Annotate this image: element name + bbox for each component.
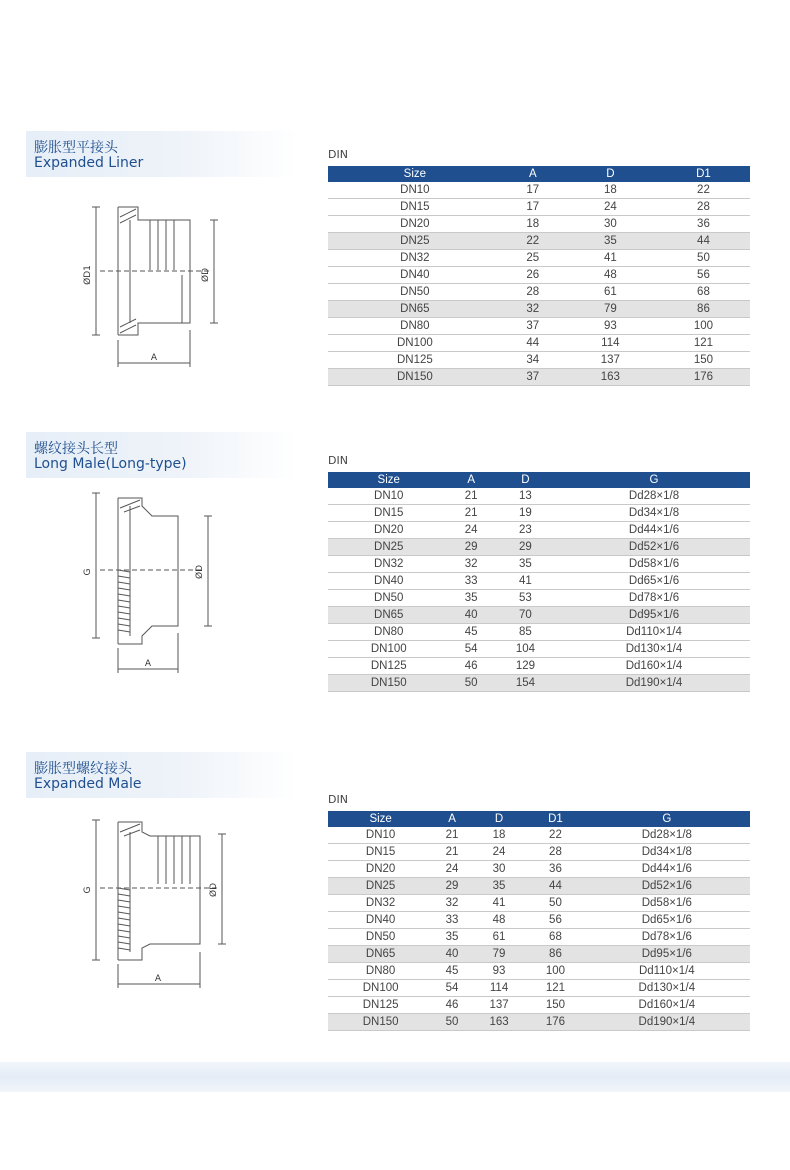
table-cell: 32 — [449, 556, 492, 573]
table-cell: DN20 — [328, 522, 449, 539]
table-cell: 22 — [502, 233, 564, 250]
table-row — [328, 335, 750, 352]
column-header: Size — [328, 472, 449, 488]
table-cell: Dd34×1/8 — [584, 844, 750, 861]
table-cell: 46 — [449, 658, 492, 675]
table-cell: 176 — [657, 369, 750, 386]
table-cell: 93 — [471, 963, 527, 980]
table-cell: DN100 — [328, 335, 502, 352]
table-cell: 24 — [471, 844, 527, 861]
table-cell: DN25 — [328, 878, 433, 895]
table-cell: 28 — [502, 284, 564, 301]
spec-table — [328, 472, 750, 692]
table-cell: 54 — [433, 980, 471, 997]
table-cell: DN20 — [328, 216, 502, 233]
table-cell: Dd52×1/6 — [558, 539, 750, 556]
table-cell: 100 — [657, 318, 750, 335]
table-row — [328, 505, 750, 522]
table-cell: 30 — [564, 216, 657, 233]
table-cell: DN32 — [328, 250, 502, 267]
dim-label-right: ØD — [201, 267, 211, 283]
table-row — [328, 624, 750, 641]
table-cell: Dd65×1/6 — [584, 912, 750, 929]
table-cell: 18 — [502, 216, 564, 233]
table-cell: 61 — [471, 929, 527, 946]
table-cell: 163 — [564, 369, 657, 386]
table-cell: 29 — [449, 539, 492, 556]
table-row — [328, 216, 750, 233]
table-row — [328, 488, 750, 505]
table-cell: Dd130×1/4 — [584, 980, 750, 997]
table-cell: DN50 — [328, 929, 433, 946]
table-cell: 26 — [502, 267, 564, 284]
table-cell: Dd160×1/4 — [584, 997, 750, 1014]
table-cell: 68 — [657, 284, 750, 301]
long-male-drawing — [80, 488, 240, 678]
section-title-cn: 膨胀型平接头 — [34, 140, 118, 156]
standard-label: DIN — [328, 148, 348, 161]
table-row — [328, 827, 750, 844]
table-row — [328, 318, 750, 335]
table-cell: Dd58×1/6 — [558, 556, 750, 573]
table-cell: 44 — [657, 233, 750, 250]
table-cell: 54 — [449, 641, 492, 658]
table-cell: 33 — [433, 912, 471, 929]
column-header: A — [433, 811, 471, 827]
table-cell: 37 — [502, 369, 564, 386]
column-header: G — [584, 811, 750, 827]
table-cell: DN20 — [328, 861, 433, 878]
table-cell: 21 — [449, 505, 492, 522]
table-cell: DN40 — [328, 573, 449, 590]
table-cell: DN150 — [328, 675, 449, 692]
table-cell: DN80 — [328, 963, 433, 980]
table-cell: Dd95×1/6 — [558, 607, 750, 624]
table-cell: 86 — [657, 301, 750, 318]
table-cell: 68 — [527, 929, 583, 946]
section-title-en: Long Male(Long-type) — [34, 456, 187, 472]
table-cell: Dd34×1/8 — [558, 505, 750, 522]
table-cell: 85 — [493, 624, 558, 641]
table-cell: Dd110×1/4 — [584, 963, 750, 980]
table-cell: DN25 — [328, 539, 449, 556]
table-row — [328, 1014, 750, 1031]
table-cell: 33 — [449, 573, 492, 590]
table-cell: 24 — [433, 861, 471, 878]
table-row — [328, 607, 750, 624]
table-cell: 28 — [527, 844, 583, 861]
table-cell: DN80 — [328, 318, 502, 335]
table-cell: 44 — [527, 878, 583, 895]
table-cell: 56 — [527, 912, 583, 929]
table-row — [328, 182, 750, 199]
dim-label-left: G — [83, 886, 93, 894]
expanded-liner-drawing — [80, 195, 240, 370]
table-cell: 36 — [527, 861, 583, 878]
column-header: D1 — [527, 811, 583, 827]
table-row — [328, 284, 750, 301]
table-header-row — [328, 811, 750, 827]
table-cell: 100 — [527, 963, 583, 980]
column-header: A — [502, 166, 564, 182]
table-cell: DN125 — [328, 352, 502, 369]
table-row — [328, 556, 750, 573]
table-cell: 50 — [433, 1014, 471, 1031]
table-cell: 121 — [527, 980, 583, 997]
footer-band — [0, 1062, 790, 1092]
table-row — [328, 590, 750, 607]
table-row — [328, 980, 750, 997]
table-cell: DN125 — [328, 658, 449, 675]
table-cell: DN32 — [328, 556, 449, 573]
section-title-bar — [26, 752, 298, 798]
table-cell: 28 — [657, 199, 750, 216]
table-cell: 13 — [493, 488, 558, 505]
table-cell: 29 — [493, 539, 558, 556]
table-cell: 19 — [493, 505, 558, 522]
section-title-bar — [26, 432, 298, 478]
spec-table — [328, 166, 750, 386]
table-cell: DN65 — [328, 301, 502, 318]
table-cell: 21 — [433, 827, 471, 844]
table-cell: Dd190×1/4 — [558, 675, 750, 692]
table-cell: 35 — [564, 233, 657, 250]
table-cell: 104 — [493, 641, 558, 658]
table-row — [328, 997, 750, 1014]
table-cell: Dd28×1/8 — [558, 488, 750, 505]
table-row — [328, 844, 750, 861]
table-row — [328, 658, 750, 675]
table-row — [328, 199, 750, 216]
table-cell: 18 — [564, 182, 657, 199]
table-cell: Dd78×1/6 — [558, 590, 750, 607]
table-row — [328, 369, 750, 386]
table-cell: 34 — [502, 352, 564, 369]
table-cell: 24 — [564, 199, 657, 216]
table-cell: 163 — [471, 1014, 527, 1031]
table-cell: 41 — [471, 895, 527, 912]
table-cell: Dd52×1/6 — [584, 878, 750, 895]
table-cell: DN100 — [328, 641, 449, 658]
dim-label-bottom: A — [144, 659, 152, 669]
table-cell: 79 — [471, 946, 527, 963]
table-cell: DN25 — [328, 233, 502, 250]
table-cell: 45 — [449, 624, 492, 641]
table-cell: 154 — [493, 675, 558, 692]
table-row — [328, 301, 750, 318]
table-cell: DN125 — [328, 997, 433, 1014]
table-cell: 70 — [493, 607, 558, 624]
table-row — [328, 963, 750, 980]
table-cell: 45 — [433, 963, 471, 980]
table-cell: DN50 — [328, 590, 449, 607]
section-title-cn: 螺纹接头长型 — [34, 441, 118, 457]
table-cell: Dd160×1/4 — [558, 658, 750, 675]
column-header: Size — [328, 166, 502, 182]
table-cell: 137 — [471, 997, 527, 1014]
table-cell: Dd58×1/6 — [584, 895, 750, 912]
table-cell: DN40 — [328, 912, 433, 929]
table-cell: 79 — [564, 301, 657, 318]
table-cell: DN10 — [328, 488, 449, 505]
table-cell: 36 — [657, 216, 750, 233]
table-cell: DN150 — [328, 369, 502, 386]
table-cell: DN65 — [328, 607, 449, 624]
table-cell: 17 — [502, 182, 564, 199]
table-cell: 93 — [564, 318, 657, 335]
table-cell: 21 — [433, 844, 471, 861]
table-cell: 137 — [564, 352, 657, 369]
dim-label-left: ØD1 — [83, 265, 93, 285]
dim-label-bottom: A — [154, 974, 162, 984]
table-cell: 56 — [657, 267, 750, 284]
table-row — [328, 267, 750, 284]
table-cell: 23 — [493, 522, 558, 539]
table-cell: 61 — [564, 284, 657, 301]
table-cell: Dd44×1/6 — [558, 522, 750, 539]
column-header: D — [471, 811, 527, 827]
table-cell: DN15 — [328, 199, 502, 216]
table-cell: 44 — [502, 335, 564, 352]
table-cell: 37 — [502, 318, 564, 335]
column-header: Size — [328, 811, 433, 827]
table-cell: 48 — [471, 912, 527, 929]
table-row — [328, 573, 750, 590]
table-row — [328, 946, 750, 963]
section-title-cn: 膨胀型螺纹接头 — [34, 761, 132, 777]
table-cell: 150 — [527, 997, 583, 1014]
table-cell: 24 — [449, 522, 492, 539]
table-cell: 30 — [471, 861, 527, 878]
table-cell: DN150 — [328, 1014, 433, 1031]
table-cell: DN65 — [328, 946, 433, 963]
table-cell: 41 — [493, 573, 558, 590]
table-cell: 46 — [433, 997, 471, 1014]
table-row — [328, 895, 750, 912]
table-cell: 150 — [657, 352, 750, 369]
table-cell: 35 — [471, 878, 527, 895]
table-cell: 50 — [527, 895, 583, 912]
table-cell: 21 — [449, 488, 492, 505]
table-cell: Dd28×1/8 — [584, 827, 750, 844]
column-header: D1 — [657, 166, 750, 182]
table-header-row — [328, 166, 750, 182]
table-cell: Dd190×1/4 — [584, 1014, 750, 1031]
table-cell: DN10 — [328, 182, 502, 199]
table-cell: 22 — [527, 827, 583, 844]
table-cell: DN100 — [328, 980, 433, 997]
table-cell: 18 — [471, 827, 527, 844]
dim-label-right: ØD — [195, 564, 205, 580]
column-header: G — [558, 472, 750, 488]
table-cell: Dd95×1/6 — [584, 946, 750, 963]
table-row — [328, 912, 750, 929]
standard-label: DIN — [328, 793, 348, 806]
table-cell: 35 — [449, 590, 492, 607]
dim-label-bottom: A — [150, 353, 158, 363]
table-cell: 129 — [493, 658, 558, 675]
table-cell: 35 — [493, 556, 558, 573]
table-cell: 114 — [564, 335, 657, 352]
expanded-male-drawing — [80, 812, 240, 992]
table-cell: 53 — [493, 590, 558, 607]
section-title-en: Expanded Liner — [34, 155, 144, 171]
table-cell: 17 — [502, 199, 564, 216]
table-cell: 176 — [527, 1014, 583, 1031]
table-cell: 40 — [433, 946, 471, 963]
table-cell: 35 — [433, 929, 471, 946]
table-cell: 86 — [527, 946, 583, 963]
column-header: A — [449, 472, 492, 488]
section-title-bar — [26, 131, 298, 177]
column-header: D — [564, 166, 657, 182]
table-cell: 41 — [564, 250, 657, 267]
table-row — [328, 878, 750, 895]
table-cell: DN50 — [328, 284, 502, 301]
table-cell: 32 — [502, 301, 564, 318]
table-cell: 50 — [657, 250, 750, 267]
dim-label-right: ØD — [209, 882, 219, 898]
table-cell: Dd44×1/6 — [584, 861, 750, 878]
column-header: D — [493, 472, 558, 488]
table-row — [328, 352, 750, 369]
table-row — [328, 233, 750, 250]
dim-label-left: G — [83, 568, 93, 576]
table-cell: 40 — [449, 607, 492, 624]
table-cell: DN40 — [328, 267, 502, 284]
table-cell: 25 — [502, 250, 564, 267]
table-cell: 29 — [433, 878, 471, 895]
table-cell: Dd130×1/4 — [558, 641, 750, 658]
table-cell: DN15 — [328, 505, 449, 522]
table-cell: DN32 — [328, 895, 433, 912]
table-row — [328, 675, 750, 692]
table-cell: 32 — [433, 895, 471, 912]
section-title-en: Expanded Male — [34, 776, 142, 792]
table-header-row — [328, 472, 750, 488]
table-cell: 121 — [657, 335, 750, 352]
spec-table — [328, 811, 750, 1031]
table-cell: Dd78×1/6 — [584, 929, 750, 946]
table-row — [328, 929, 750, 946]
table-cell: 48 — [564, 267, 657, 284]
table-row — [328, 539, 750, 556]
table-row — [328, 861, 750, 878]
table-cell: DN15 — [328, 844, 433, 861]
standard-label: DIN — [328, 454, 348, 467]
table-cell: 114 — [471, 980, 527, 997]
table-row — [328, 522, 750, 539]
table-cell: DN10 — [328, 827, 433, 844]
table-row — [328, 641, 750, 658]
table-cell: Dd110×1/4 — [558, 624, 750, 641]
table-cell: 22 — [657, 182, 750, 199]
table-cell: Dd65×1/6 — [558, 573, 750, 590]
table-row — [328, 250, 750, 267]
table-cell: DN80 — [328, 624, 449, 641]
table-cell: 50 — [449, 675, 492, 692]
